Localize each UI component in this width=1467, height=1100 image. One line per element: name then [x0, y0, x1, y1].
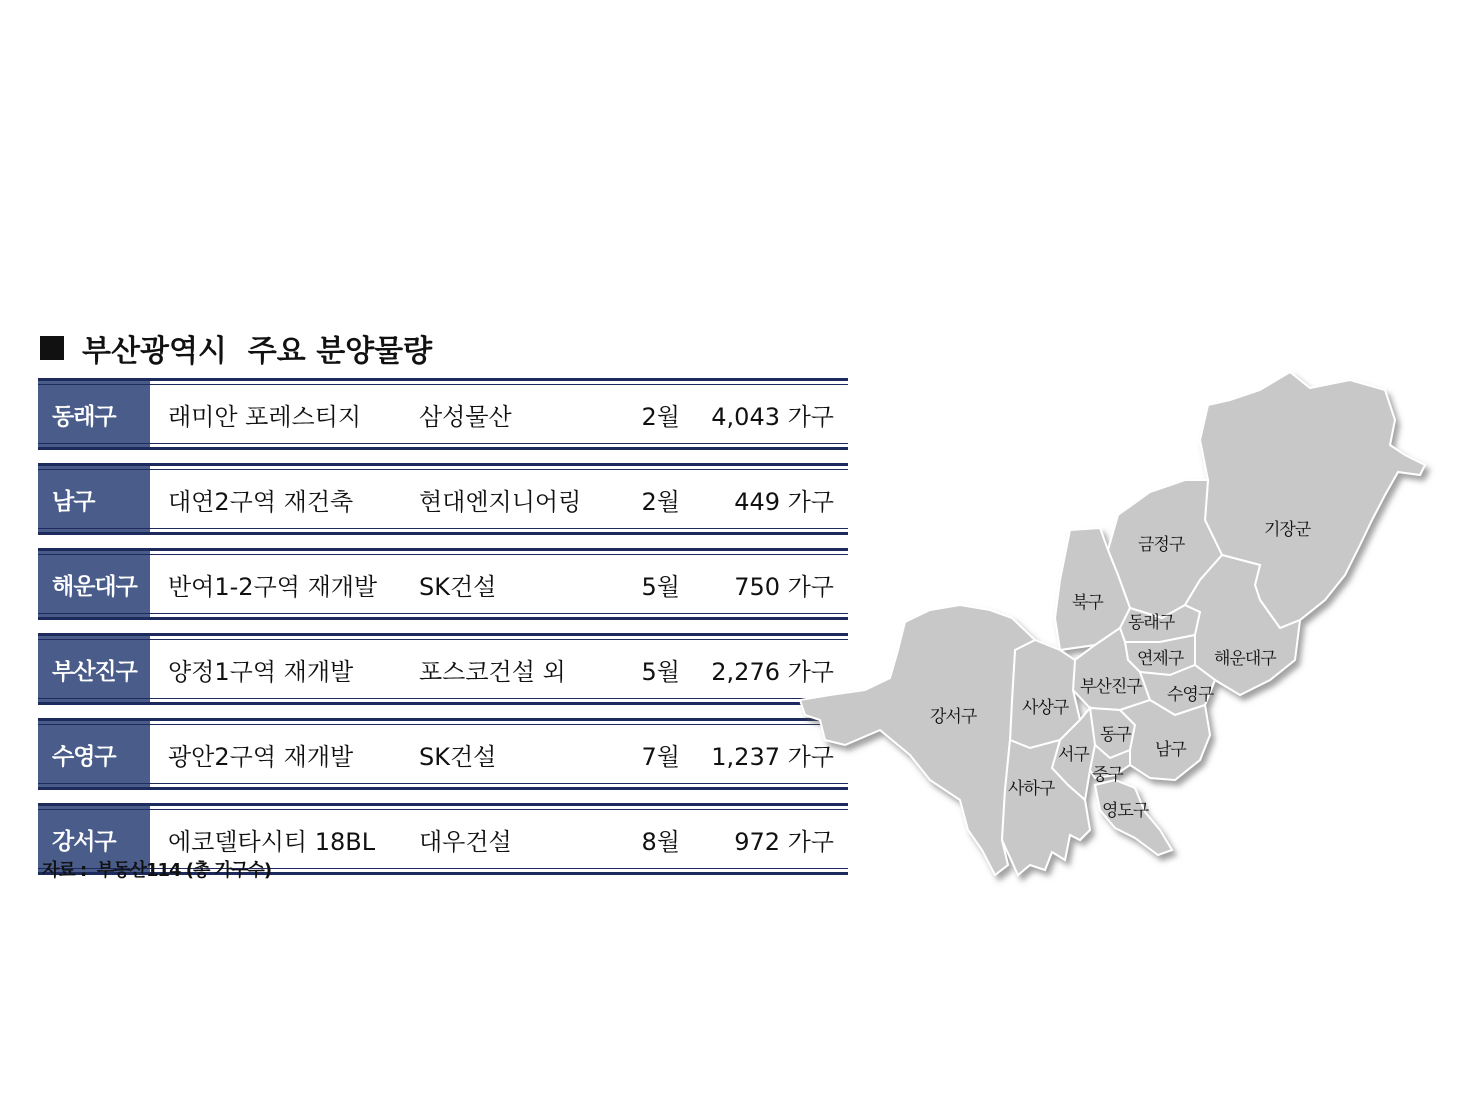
project-cell: 양정1구역 재개발	[168, 657, 354, 686]
busan-district-map	[790, 360, 1450, 900]
table-row	[38, 548, 848, 620]
label-sasang: 사상구	[1022, 698, 1069, 718]
month-cell: 5월	[641, 572, 680, 601]
label-nam: 남구	[1155, 740, 1186, 760]
project-cell: 광안2구역 재개발	[168, 742, 354, 771]
label-buk: 북구	[1072, 593, 1103, 613]
month-cell: 2월	[641, 487, 680, 516]
project-cell: 래미안 포레스티지	[168, 402, 362, 431]
month-cell: 2월	[641, 402, 680, 431]
label-saha: 사하구	[1008, 779, 1055, 799]
units-cell: 449 가구	[734, 487, 834, 516]
builder-cell: 현대엔지니어링	[419, 487, 582, 516]
table-row	[38, 463, 848, 535]
units-cell: 1,237 가구	[711, 742, 834, 771]
builder-cell: SK건설	[419, 742, 497, 771]
project-cell: 반여1-2구역 재개발	[168, 572, 378, 601]
district-cell: 강서구	[38, 806, 150, 872]
district-shapes	[800, 372, 1425, 875]
builder-cell: 삼성물산	[419, 402, 512, 431]
project-cell: 에코델타시티 18BL	[168, 827, 376, 856]
label-dong: 동구	[1100, 725, 1131, 745]
units-cell: 2,276 가구	[711, 657, 834, 686]
builder-cell: 대우건설	[419, 827, 512, 856]
label-haeundae: 해운대구	[1214, 649, 1276, 669]
district-cell: 동래구	[38, 381, 150, 447]
district-cell: 부산진구	[38, 636, 150, 702]
project-cell: 대연2구역 재건축	[168, 487, 354, 516]
title-text: 부산광역시 주요 분양물량	[82, 334, 433, 369]
label-yeongdo: 영도구	[1102, 801, 1149, 821]
label-seo: 서구	[1058, 745, 1089, 765]
region-gangseo	[800, 605, 1035, 875]
units-cell: 750 가구	[734, 572, 834, 601]
month-cell: 8월	[641, 827, 680, 856]
label-busanjin: 부산진구	[1080, 677, 1142, 697]
source-note: 자료 : 부동산114 (총 가구수)	[42, 860, 272, 881]
label-geumjeong: 금정구	[1138, 535, 1185, 555]
month-cell: 5월	[641, 657, 680, 686]
builder-cell: SK건설	[419, 572, 497, 601]
builder-cell: 포스코건설 외	[419, 657, 566, 686]
label-jung: 중구	[1092, 765, 1123, 785]
table-row	[38, 718, 848, 790]
label-yeonje: 연제구	[1137, 649, 1184, 669]
table-row	[38, 378, 848, 450]
district-cell: 수영구	[38, 721, 150, 787]
square-bullet-icon	[40, 336, 64, 360]
label-dongnae: 동래구	[1128, 613, 1175, 633]
label-gangseo: 강서구	[930, 707, 977, 727]
supply-table	[38, 378, 848, 888]
page-title	[40, 326, 432, 370]
district-cell: 남구	[38, 466, 150, 532]
district-cell: 해운대구	[38, 551, 150, 617]
units-cell: 4,043 가구	[711, 402, 834, 431]
label-suyeong: 수영구	[1167, 685, 1214, 705]
map-svg	[790, 360, 1450, 900]
units-cell: 972 가구	[734, 827, 834, 856]
label-gijang: 기장군	[1264, 520, 1311, 540]
table-row	[38, 633, 848, 705]
month-cell: 7월	[641, 742, 680, 771]
